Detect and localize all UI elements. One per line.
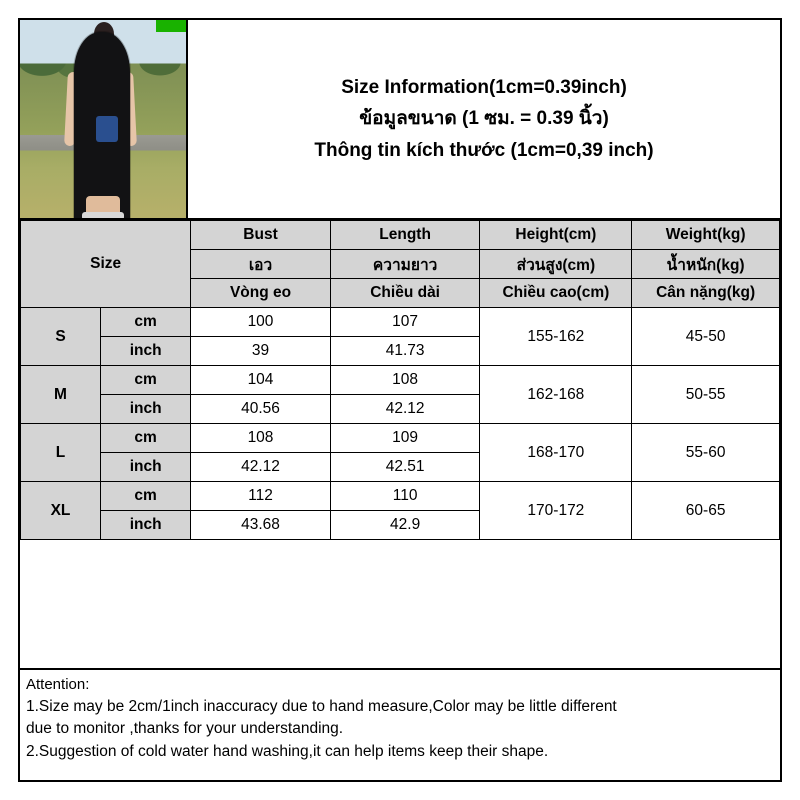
size-table xyxy=(20,220,780,540)
attention-block xyxy=(20,668,780,780)
col-header-height-th: ส่วนสูง(cm) xyxy=(480,250,632,279)
row-size-s: S xyxy=(21,308,101,366)
table-row xyxy=(21,366,780,395)
model-bag xyxy=(96,116,118,142)
bust-cm-l: 108 xyxy=(191,424,330,453)
col-header-length-en: Length xyxy=(330,221,480,250)
size-table-wrapper xyxy=(20,220,780,668)
attention-line-3: 2.Suggestion of cold water hand washing,it can help items keep their shape. xyxy=(26,742,549,760)
table-row xyxy=(21,482,780,511)
product-photo-cell xyxy=(20,20,188,218)
col-header-bust-en: Bust xyxy=(191,221,330,250)
col-header-weight-th: น้ำหนัก(kg) xyxy=(632,250,780,279)
length-inch-s: 41.73 xyxy=(330,337,480,366)
height-xl: 170-172 xyxy=(480,482,632,540)
row-size-xl: XL xyxy=(21,482,101,540)
bust-inch-l: 42.12 xyxy=(191,453,330,482)
row-size-l: L xyxy=(21,424,101,482)
bust-inch-m: 40.56 xyxy=(191,395,330,424)
bust-inch-s: 39 xyxy=(191,337,330,366)
title-block xyxy=(188,20,780,218)
bust-cm-s: 100 xyxy=(191,308,330,337)
weight-l: 55-60 xyxy=(632,424,780,482)
attention-heading: Attention: xyxy=(26,676,90,693)
attention-line-1: 1.Size may be 2cm/1inch inaccuracy due to hand measure,Color may be little different xyxy=(26,697,617,715)
length-cm-l: 109 xyxy=(330,424,480,453)
unit-inch-m: inch xyxy=(101,395,191,424)
product-photo xyxy=(20,20,186,218)
bust-cm-xl: 112 xyxy=(191,482,330,511)
col-header-height-en: Height(cm) xyxy=(480,221,632,250)
length-inch-m: 42.12 xyxy=(330,395,480,424)
title-line-vi: Thông tin kích thước (1cm=0,39 inch) xyxy=(314,139,654,161)
col-header-bust-vi: Vòng eo xyxy=(191,279,330,308)
row-size-m: M xyxy=(21,366,101,424)
weight-xl: 60-65 xyxy=(632,482,780,540)
title-line-th: ข้อมูลขนาด (1 ซม. = 0.39 นิ้ว) xyxy=(359,108,609,130)
col-header-bust-th: เอว xyxy=(191,250,330,279)
col-header-weight-vi: Cân nặng(kg) xyxy=(632,279,780,308)
size-chart-frame xyxy=(18,18,782,782)
header-band xyxy=(20,20,780,220)
unit-inch-s: inch xyxy=(101,337,191,366)
unit-inch-xl: inch xyxy=(101,511,191,540)
height-m: 162-168 xyxy=(480,366,632,424)
length-inch-l: 42.51 xyxy=(330,453,480,482)
table-header-row-en xyxy=(21,221,780,250)
col-header-length-vi: Chiều dài xyxy=(330,279,480,308)
model-shoes xyxy=(82,212,124,218)
green-corner-tab xyxy=(156,20,186,32)
length-cm-xl: 110 xyxy=(330,482,480,511)
unit-cm-s: cm xyxy=(101,308,191,337)
title-line-en: Size Information(1cm=0.39inch) xyxy=(341,76,627,98)
unit-cm-m: cm xyxy=(101,366,191,395)
col-header-height-vi: Chiều cao(cm) xyxy=(480,279,632,308)
size-header-cell: Size xyxy=(21,221,191,308)
length-cm-s: 107 xyxy=(330,308,480,337)
length-cm-m: 108 xyxy=(330,366,480,395)
unit-inch-l: inch xyxy=(101,453,191,482)
unit-cm-l: cm xyxy=(101,424,191,453)
unit-cm-xl: cm xyxy=(101,482,191,511)
height-l: 168-170 xyxy=(480,424,632,482)
attention-line-2: due to monitor ,thanks for your understanding. xyxy=(26,720,344,738)
height-s: 155-162 xyxy=(480,308,632,366)
table-row xyxy=(21,424,780,453)
weight-m: 50-55 xyxy=(632,366,780,424)
table-row xyxy=(21,308,780,337)
bust-inch-xl: 43.68 xyxy=(191,511,330,540)
length-inch-xl: 42.9 xyxy=(330,511,480,540)
col-header-length-th: ความยาว xyxy=(330,250,480,279)
col-header-weight-en: Weight(kg) xyxy=(632,221,780,250)
weight-s: 45-50 xyxy=(632,308,780,366)
bust-cm-m: 104 xyxy=(191,366,330,395)
